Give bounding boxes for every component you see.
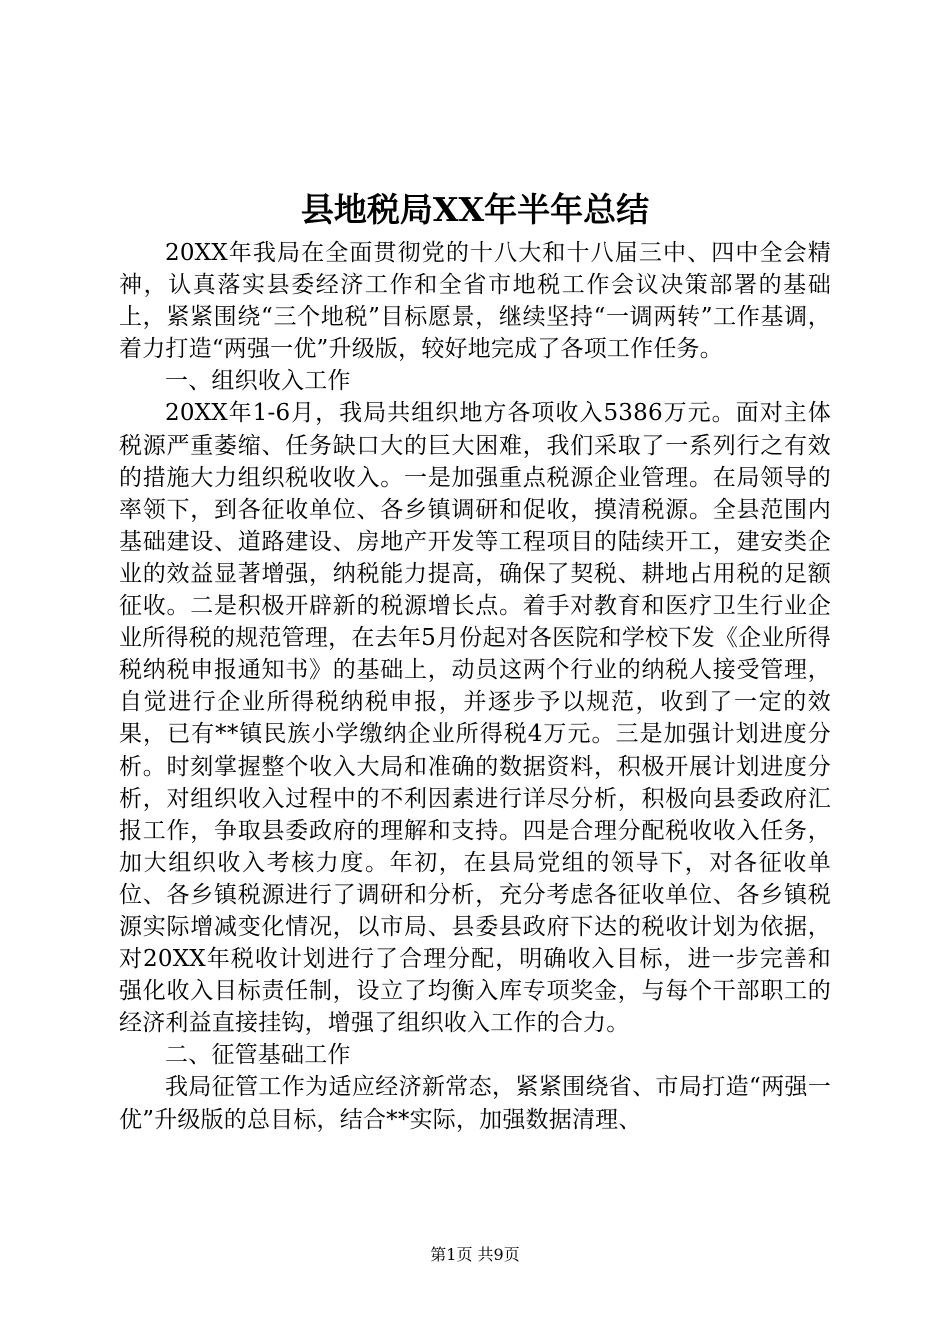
section-heading-collection: 二、征管基础工作: [165, 1042, 351, 1069]
document-body: [119, 237, 831, 1136]
page-number: 第1页 共9页: [430, 1245, 520, 1264]
collection-paragraph: 我局征管工作为适应经济新常态，紧紧围绕省、市局打造“两强一优”升级版的总目标，结合**实际，加强数据清理、: [119, 1074, 831, 1133]
document-title: 县地税局XX年半年总结: [300, 190, 650, 229]
revenue-paragraph: 20XX年1-6月，我局共组织地方各项收入5386万元。面对主体税源严重萎缩、任务缺口大的巨大困难，我们采取了一系列行之有效的措施大力组织税收收入。一是加强重点税源企业管理。在局领导的率领下，到各征收单位、各乡镇调研和促收，摸清税源。全县范围内基础建设、道路建设、房地产开发等工程项目的陆续开工，建安类企业的效益显著增强，纳税能力提高，确保了契税、耕地占用税的足额征收。二是积极开辟新的税源增长点。着手对教育和医疗卫生行业企业所得税的规范管理，在去年5月份起对各医院和学校下发《企业所得税纳税申报通知书》的基础上，动员这两个行业的纳税人接受管理，自觉进行企业所得税纳税申报，并逐步予以规范，收到了一定的效果，已有**镇民族小学缴纳企业所得税4万元。三是加强计划进度分析。时刻掌握整个收入大局和准确的数据资料，积极开展计划进度分析，对组织收入过程中的不利因素进行详尽分析，积极向县委政府汇报工作，争取县委政府的理解和支持。四是合理分配税收收入任务，加大组织收入考核力度。年初，在县局党组的领导下，对各征收单位、各乡镇税源进行了调研和分析，充分考虑各征收单位、各乡镇税源实际增减变化情况，以市局、县委县政府下达的税收计划为依据，对20XX年税收计划进行了合理分配，明确收入目标，进一步完善和强化收入目标责任制，设立了均衡入库专项奖金，与每个干部职工的经济利益直接挂钩，增强了组织收入工作的合力。: [119, 400, 831, 1037]
section-heading-revenue: 一、组织收入工作: [165, 368, 351, 395]
intro-paragraph: 20XX年我局在全面贯彻党的十八大和十八届三中、四中全会精神，认真落实县委经济工作和全省市地税工作会议决策部署的基础上，紧紧围绕“三个地税”目标愿景，继续坚持“一调两转”工作基调，着力打造“两强一优”升级版，较好地完成了各项工作任务。: [119, 240, 831, 363]
